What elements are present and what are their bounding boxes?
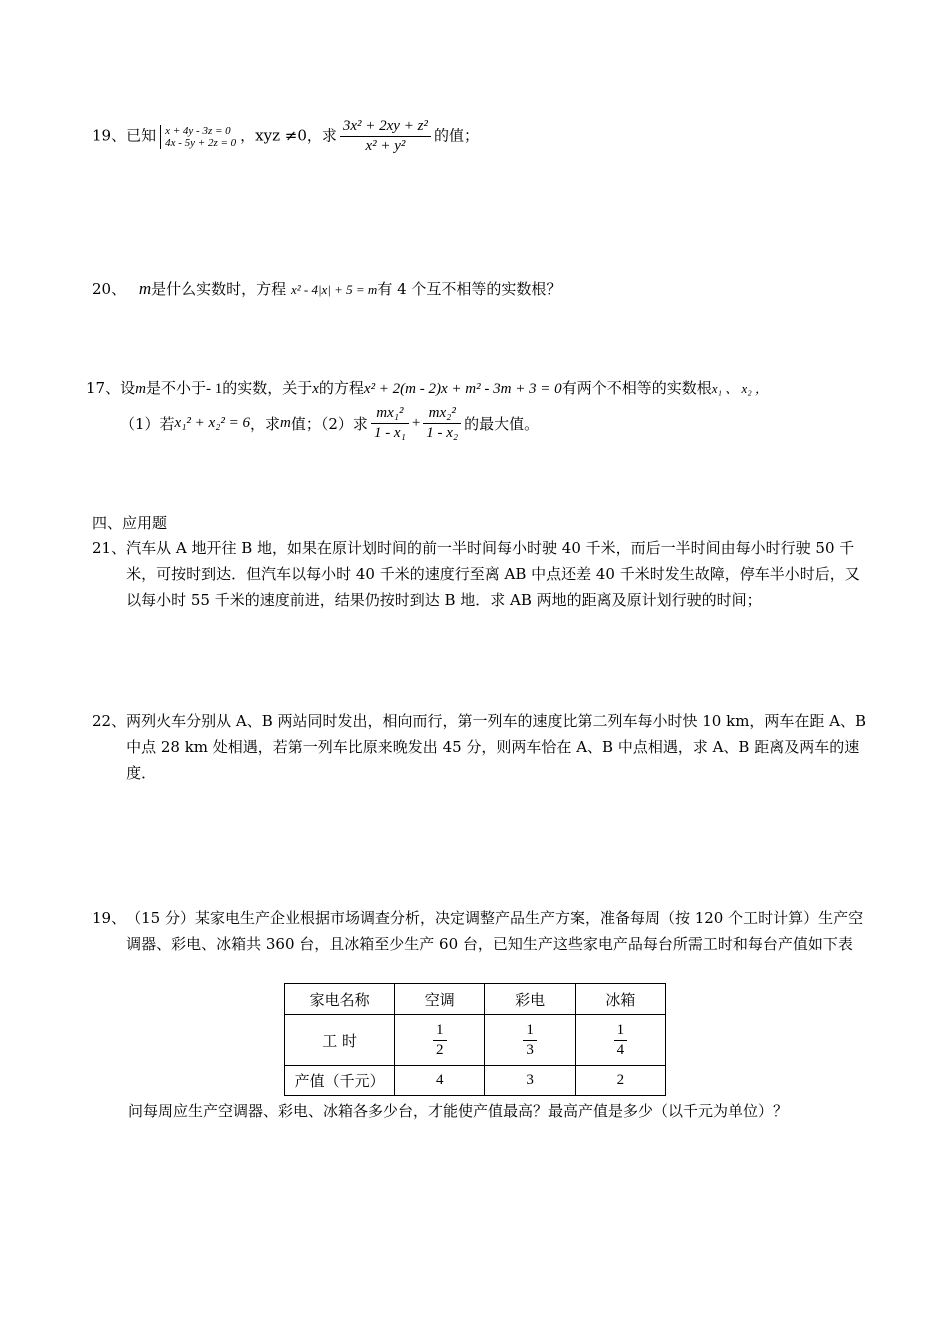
q17-text-c: 的实数，关于 [222, 379, 313, 397]
cell-den: 4 [616, 1041, 625, 1058]
q17-text-e: 有两个不相等的实数根 [561, 379, 712, 397]
table-cell: 3 [485, 1066, 575, 1096]
q17-part1-m: m [280, 415, 291, 431]
q17-part1-c: 值；（2）求 [290, 415, 368, 433]
frac1-numerator: mx₁² [371, 405, 409, 424]
question-19a [92, 118, 479, 155]
q20-text2: 有 4 个互不相等的实数根？ [377, 280, 562, 298]
q20-number: 20、 [92, 280, 127, 298]
question-17-line1 [86, 377, 768, 398]
q19b-number: 19、 [92, 909, 127, 927]
table-cell: 4 [395, 1066, 485, 1096]
q19a-number: 19、已知 [92, 126, 157, 145]
q19a-tail: 的值； [433, 126, 479, 145]
table-cell [485, 1015, 575, 1066]
q17-frac-1 [371, 405, 409, 442]
q20-text1: 是什么实数时，方程 [151, 280, 287, 298]
q17-text-b: 是不小于 [145, 379, 206, 397]
equation-2: 4x - 5y + 2z = 0 [165, 136, 237, 149]
table-cell [395, 1015, 485, 1066]
cell-num: 1 [433, 1022, 447, 1041]
q19b-question: 问每周应生产空调器、彩电、冰箱各多少台，才能使产值最高？最高产值是多少（以千元为单位）？ [128, 1102, 789, 1120]
cell-den: 3 [526, 1041, 534, 1058]
cell-num: 1 [523, 1022, 537, 1041]
q22-text: 两列火车分别从 A、B 两站同时发出，相向而行，第一列车的速度比第二列车每小时快 10 km，两车在距 A、B 中点 28 km 处相遇，若第一列车比原来晚发出 45 分，则两车恰在 A、B 中点相遇，求 A、B 距离及两车的速度． [126, 712, 867, 782]
q17-part2-b: 的最大值。 [464, 415, 540, 433]
section-title: 四、应用题 [92, 514, 168, 532]
table-header: 空调 [395, 984, 485, 1015]
q21-number: 21、 [92, 539, 127, 557]
q22-number: 22、 [92, 712, 127, 730]
table-header: 彩电 [485, 984, 575, 1015]
table-header: 冰箱 [575, 984, 665, 1015]
cell-num: 1 [614, 1022, 628, 1041]
question-21 [92, 535, 867, 613]
q17-equation: x² + 2(m - 2)x + m² - 3m + 3 = 0 [363, 381, 562, 397]
frac2-numerator: mx₂² [423, 405, 461, 424]
equation-1: x + 4y - 3z = 0 [165, 124, 231, 137]
q17-frac-2 [423, 405, 461, 442]
table-cell [575, 1015, 665, 1066]
q19a-condition: ，xyz ≠0，求 [240, 126, 337, 145]
fraction-numerator: 3x² + 2xy + z² [340, 118, 431, 137]
q19b-text: （15 分）某家电生产企业根据市场调查分析，决定调整产品生产方案，准备每周（按 120 个工时计算）生产空调器、彩电、冰箱共 360 台，且冰箱至少生产 60 台，已知生产这些家电产品每台所需工时和每台产值如下表 [126, 909, 864, 953]
q17-part1-b: ，求 [250, 415, 281, 433]
q17-plus: + [411, 415, 421, 431]
q21-text: 汽车从 A 地开往 B 地，如果在原计划时间的前一半时间每小时驶 40 千米，而后一半时间由每小时行驶 50 千米，可按时到达．但汽车以每小时 40 千米的速度行至离 AB 中点还差 40 千米时发生故障，停车半小时后，又以每小时 55 千米的速度前进，结果仍按时到达 B 地．求 AB 两地的距离及原计划行驶的时间； [126, 539, 860, 609]
q17-text-a: 17、设 [86, 379, 136, 397]
frac2-denominator: 1 - x₂ [426, 425, 459, 441]
q17-roots: x₁ 、 x₂ ， [711, 381, 769, 396]
question-22 [92, 708, 867, 786]
q20-var-m: m [138, 279, 152, 298]
cell-den: 2 [436, 1041, 444, 1058]
q17-neg-one: - 1 [205, 381, 223, 397]
q17-var-m: m [135, 381, 146, 397]
q17-part1-a: （1）若 [120, 415, 175, 433]
question-20 [92, 278, 561, 299]
q17-var-x: x [312, 381, 319, 397]
table-row-label: 产值（千元） [285, 1066, 395, 1096]
appliance-table [284, 983, 666, 1096]
q17-text-d: 的方程 [318, 379, 364, 397]
table-header: 家电名称 [285, 984, 395, 1015]
fraction-denominator: x² + y² [365, 138, 406, 154]
table-row-label: 工 时 [285, 1015, 395, 1066]
q19a-fraction [340, 118, 431, 155]
equation-system [160, 125, 236, 149]
question-19b [92, 905, 867, 957]
table-cell: 2 [575, 1066, 665, 1096]
frac1-denominator: 1 - x₁ [373, 425, 406, 441]
q17-part1-eq: x₁² + x₂² = 6 [174, 415, 251, 431]
question-17-line2 [120, 405, 539, 442]
q20-equation: x² - 4|x| + 5 = m [290, 282, 378, 297]
